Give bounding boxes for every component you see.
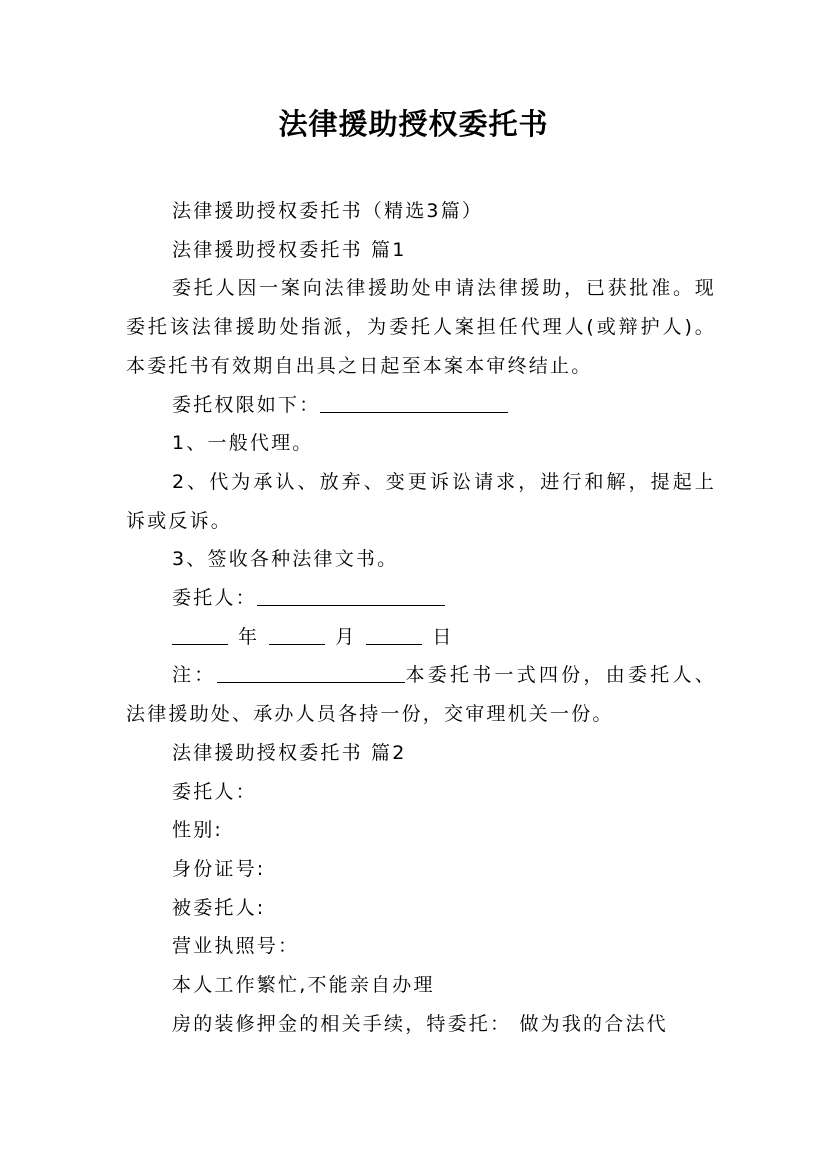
authority-item-1: 1、一般代理。 bbox=[172, 432, 314, 455]
month-label: 月 bbox=[335, 625, 357, 648]
note-prefix: 注： bbox=[172, 664, 217, 687]
day-label: 日 bbox=[432, 625, 454, 648]
note-paragraph bbox=[126, 656, 716, 733]
s2-matter-line: 房的装修押金的相关手续，特委托： 做为我的合法代 bbox=[172, 1012, 668, 1035]
s2-client-line: 委托人： bbox=[172, 780, 257, 803]
month-blank bbox=[269, 618, 325, 645]
s2-busy-line: 本人工作繁忙,不能亲自办理 bbox=[172, 974, 435, 997]
s2-gender-line: 性别: bbox=[172, 819, 224, 842]
s2-license-line: 营业执照号： bbox=[172, 935, 300, 958]
subtitle: 法律援助授权委托书（精选3篇） bbox=[172, 200, 484, 222]
document-body bbox=[126, 192, 716, 1043]
authority-item-3: 3、签收各种法律文书。 bbox=[172, 548, 399, 571]
s2-agent-line: 被委托人: bbox=[172, 896, 266, 919]
s2-id-line: 身份证号: bbox=[172, 857, 266, 880]
document-title: 法律援助授权委托书 bbox=[278, 107, 549, 141]
year-label: 年 bbox=[238, 625, 260, 648]
date-line bbox=[126, 618, 716, 657]
section1-paragraph: 委托人因一案向法律援助处申请法律援助，已获批准。现委托该法律援助处指派，为委托人案担任代理人(或辩护人)。本委托书有效期自出具之日起至本案本审终结止。 bbox=[126, 277, 716, 377]
year-blank bbox=[172, 618, 228, 645]
authority-line bbox=[126, 386, 716, 425]
authority-item-2: 2、代为承认、放弃、变更诉讼请求，进行和解，提起上诉或反诉。 bbox=[126, 470, 716, 532]
note-blank bbox=[217, 656, 405, 683]
client-line bbox=[126, 579, 716, 618]
authority-blank bbox=[320, 386, 508, 413]
section1-heading: 法律援助授权委托书 篇1 bbox=[172, 238, 407, 261]
section2-heading: 法律援助授权委托书 篇2 bbox=[172, 741, 407, 764]
day-blank bbox=[366, 618, 422, 645]
authority-label: 委托权限如下： bbox=[172, 393, 321, 416]
note-text: 本委托书一式四份，由委托人、法律援助处、承办人员各持一份，交审理机关一份。 bbox=[126, 664, 716, 726]
client-label: 委托人： bbox=[172, 587, 257, 610]
client-blank bbox=[257, 579, 445, 606]
